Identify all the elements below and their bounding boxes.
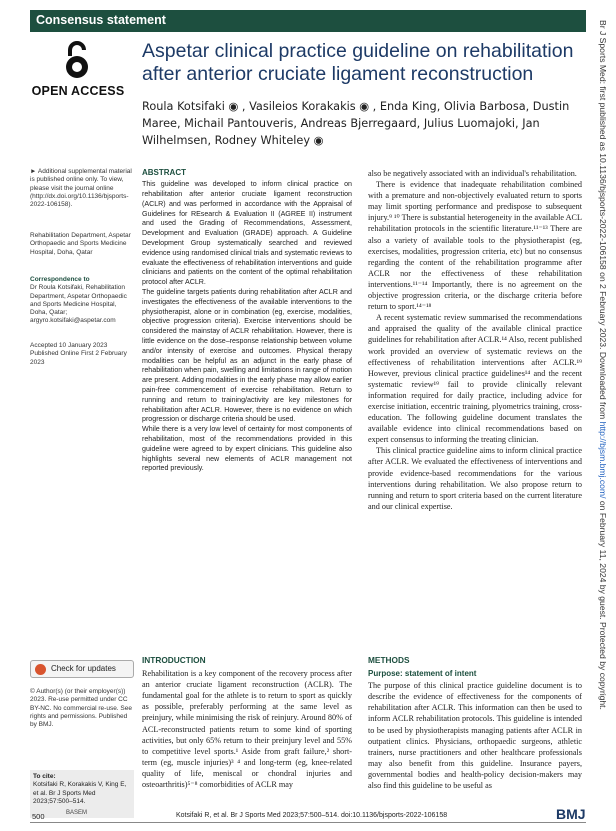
correspondence-text: Dr Roula Kotsifaki, Rehabilitation Department, Aspetar Orthopaedic and Sports Medicine Hospital, Doha, Qatar; argyro.kotsifaki@aspetar.com [30, 284, 127, 325]
footer-divider [30, 822, 586, 823]
supplemental-note: ► Additional supplemental material is published online only. To view, please visit the journal online (http://dx.doi.org/10.1136/bjsports-2022-106158). [30, 168, 132, 209]
affiliation: Rehabilitation Department, Aspetar Orthopaedic and Sports Medicine Hospital, Doha, Qatar [30, 232, 131, 256]
banner-label: Consensus statement [36, 13, 166, 27]
methods-subheading: Purpose: statement of intent [368, 669, 477, 679]
methods-text: The purpose of this clinical practice guideline document is to describe the evidence of effectiveness for the components of rehabilitation after ACLR. This information can then be used to inform ACLR rehabilitation protocols. This guideline is intended to be used by physiotherapists managing patients after ACLR in outpatient clinics. Physicians, orthopaedic surgeons, athletic trainers, nurse practitioners and other healthcare professionals may also benefit from this guideline. Insurance payers, governmental bodies and health-policy decision-makers may also find this guideline to be useful as [368, 681, 582, 791]
body-paragraph: A recent systematic review summarised the recommendations and appraised the quality of the available clinical practice guidelines for rehabilitation after ACLR.¹⁴ Also, recent published work provided an overview of systematic reviews on the effectiveness of rehabilitation interventions after ACLR.¹⁹ However, previous clinical practice guidelines¹⁴ and the recent systematic review¹⁹ fail to provide clinically relevant information required for daily practice, including advice for exercise initiation, eccentric training, plyometrics training, cross-education. The following guideline document translates the available evidence into clinical recommendations based on expert consensus to informing the treating clinician. [368, 313, 582, 445]
license-note: © Author(s) (or their employer(s)) 2023. Re-use permitted under CC BY-NC. No commercial re-use. See rights and permissions. Published by BMJ. [30, 688, 132, 729]
footer-citation: Kotsifaki R, et al. Br J Sports Med 2023;57:500–514. doi:10.1136/bjsports-2022-106158 [176, 812, 448, 819]
section-banner [30, 10, 586, 32]
cite-text: Kotsifaki R, Korakakis V, King E, et al. Br J Sports Med 2023;57:500–514. [33, 781, 127, 805]
abstract-heading: ABSTRACT [142, 168, 186, 177]
vertical-text-after: on February 11, 2024 by guest. Protected by copyright. [598, 498, 608, 710]
basem-logo: BASEM [66, 810, 88, 816]
vertical-text [598, 20, 608, 710]
vertical-download-notice [596, 20, 610, 810]
correspondence-block [30, 276, 134, 326]
body-paragraph: also be negatively associated with an individual's rehabilitation. [368, 169, 577, 178]
check-updates-label: Check for updates [51, 664, 116, 673]
right-column-body [368, 168, 582, 512]
article-title: Aspetar clinical practice guideline on rehabilitation after anterior cruciate ligament reconstruction [142, 40, 574, 85]
abstract-paragraph: While there is a very low level of certainty for most components of rehabilitation, most of the recommendations provided in this guideline were agreed to by expert clinicians. This guideline also highlights several new elements of ACLR management not reported previously. [142, 425, 352, 473]
journal-link[interactable]: http://bjsm.bmj.com/ [598, 421, 608, 499]
page-number: 500 [32, 812, 45, 821]
correspondence-heading: Correspondence to [30, 276, 90, 283]
introduction-text: Rehabilitation is a key component of the recovery process after an anterior cruciate ligament reconstruction (ACLR). The fundamental goal for the athlete is to return to sport as quickly as possible, preferably performing at the same level as preinjury, while minimising the risk of reinjury. Around 80% of ACL-reconstructed patients return to some kind of sporting activities, but only 65% return to their preinjury level and 55% to competitive level sports.¹ Aside from graft failure,² short-term (eg, muscle injuries)³ ⁴ and long-term (eg, knee-related quality of life, meniscal or chondral injuries and osteoarthritis)⁵⁻⁸ comorbidities of ACLR may [142, 669, 352, 790]
cite-heading: To cite: [33, 773, 56, 780]
open-access-text: OPEN ACCESS [31, 84, 125, 98]
abstract-paragraph: The guideline targets patients during rehabilitation after ACLR and investigates the effectiveness of the available interventions to the physiotherapist, alone or in combination (eg, exercise, modalities, objective progression criteria). Exercise interventions should be considered the mainstay of ACLR rehabilitation. However, there is little evidence on the dose–response relationship between volume and/or intensity of exercise and outcomes. Physical therapy modalities can be helpful as an adjunct in the early phase of rehabilitation when pain, swelling and limitations in range of motion are present. Adding modalities in the early phase may allow earlier pain-free commencement of exercise rehabilitation. Return to running and return to training/activity are key milestones for rehabilitation after ACLR. However, there is no evidence on which progression or discharge criteria should be used. [142, 288, 352, 424]
check-updates-icon [35, 664, 46, 675]
bmj-logo: BMJ [556, 806, 586, 822]
vertical-text-before: Br J Sports Med: first published as 10.1136/bjsports-2022-106158 on 2 February 2023. Downloaded from [598, 20, 608, 422]
introduction-heading: INTRODUCTION [142, 655, 206, 665]
article-dates: Accepted 10 January 2023 Published Online First 2 February 2023 [30, 342, 127, 366]
methods-section [368, 655, 582, 791]
open-access-logo [30, 40, 126, 100]
check-updates-button[interactable] [30, 660, 134, 678]
abstract-paragraph: This guideline was developed to inform clinical practice on rehabilitation after anterior cruciate ligament reconstruction (ACLR) and was performed in accordance with the Appraisal of Guidelines for REsearch & Evaluation II (AGREE II) instrument and used the Grading of Recommendations, Assessment, Development and Evaluation (GRADE) approach. A Guideline Development Group systematically searched and reviewed evidence using randomised clinical trials and systematic reviews to evaluate the effectiveness of rehabilitation interventions and guide clinicians and patients on the content of the optimal rehabilitation protocol after ACLR. [142, 180, 352, 287]
author-list: Roula Kotsifaki ◉ , Vasileios Korakakis ◉ , Enda King, Olivia Barbosa, Dustin Maree, Michail Pantouveris, Andreas Bjerregaard, Julius Luomajoki, Jan Wilhelmsen, Rodney Whiteley ◉ [142, 100, 570, 147]
body-paragraph: There is evidence that inadequate rehabilitation combined with a premature and non-objectively evaluated return to sports may limit sporting performance and predispose to subsequent injury.⁹ ¹⁰ There is substantial heterogeneity in the available ACL rehabilitation protocols in the scientific literature.¹¹⁻¹³ There are also a variety of available tools to the physiotherapist (eg, exercises, modalities, progression criteria, etc) but no consensus regarding the content of the rehabilitation programme after ACLR nor the effectiveness of these rehabilitation interventions.¹¹⁻¹⁴ Importantly, there is no agreement on the objective progression criteria, or the discharge criteria before return to sport.¹⁴⁻¹⁸ [368, 180, 582, 312]
body-paragraph: This clinical practice guideline aims to inform clinical practice after ACLR. We evaluated the effectiveness of interventions and provide evidence-based recommendations for the various interventions during rehabilitation. We also propose return to running and return to sport criteria based on the current literature and our clinical expertise. [368, 446, 582, 511]
abstract [142, 168, 352, 474]
introduction-section [142, 655, 352, 790]
open-access-lock-icon [62, 40, 92, 80]
methods-heading: METHODS [368, 655, 410, 665]
